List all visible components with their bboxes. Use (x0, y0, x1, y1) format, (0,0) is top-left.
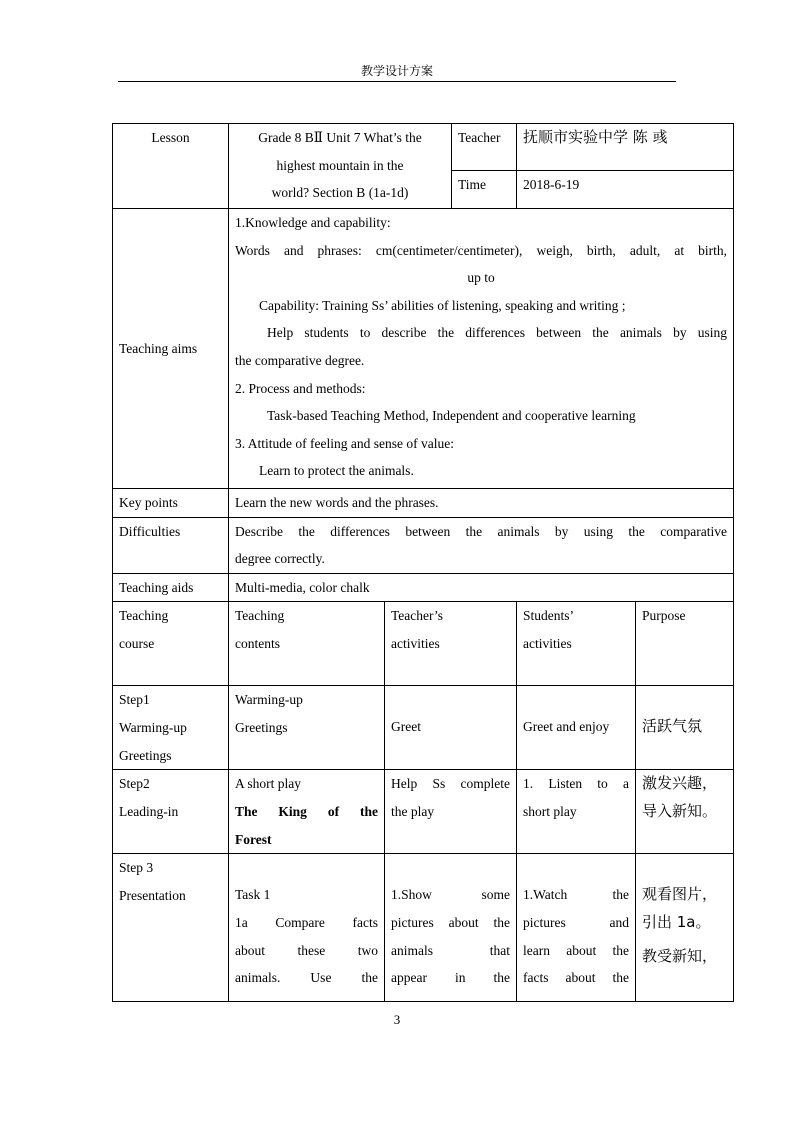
difficulties-label: Difficulties (119, 523, 181, 539)
step3-contents-cell (229, 854, 385, 1002)
purpose-text: 活跃气氛 (642, 717, 703, 736)
header-text: Purpose (642, 608, 686, 624)
teacher-label: Teacher (458, 130, 501, 145)
key-points-value-cell (229, 489, 734, 518)
teaching-aids-value-cell (229, 573, 734, 602)
header-text: Teaching (235, 608, 285, 624)
spacer (391, 854, 510, 881)
step1-students-cell (517, 686, 636, 770)
page-number: 3 (393, 1012, 401, 1027)
lesson-title-line: world? Section B (1a-1d) (271, 185, 409, 201)
aims-line: up to (467, 270, 495, 286)
spacer (391, 686, 510, 713)
students-text: pictures and (523, 914, 629, 930)
course-header-step (113, 602, 229, 686)
aims-line: Learn to protect the animals. (259, 463, 414, 479)
course-header-students (517, 602, 636, 686)
teacher-text: Help Ss complete (391, 776, 510, 792)
play-title: Forest (235, 831, 272, 847)
aims-line: 2. Process and methods: (235, 380, 366, 396)
teaching-aims-label: Teaching aims (119, 340, 198, 356)
step3-teacher-cell (385, 854, 517, 1002)
play-title: The King of the (235, 803, 378, 819)
spacer (642, 854, 727, 881)
contents-text: Task 1 (235, 887, 271, 903)
purpose-text: 教受新知， (642, 946, 718, 965)
header-text: course (119, 635, 155, 651)
header-text: activities (523, 635, 572, 651)
step1-teacher-cell (385, 686, 517, 770)
spacer (523, 854, 629, 881)
course-header-contents (229, 602, 385, 686)
contents-text: animals. Use the (235, 970, 378, 986)
contents-text: Warming-up (235, 692, 303, 708)
step-text: Presentation (119, 887, 186, 903)
lesson-label-cell (113, 124, 229, 209)
header-text: contents (235, 635, 280, 651)
purpose-text: 激发兴趣， (642, 774, 718, 793)
course-header-purpose (636, 602, 734, 686)
step1-purpose-cell (636, 686, 734, 770)
contents-text: Greetings (235, 719, 288, 735)
step2-contents-cell (229, 770, 385, 854)
lesson-plan-table (112, 123, 734, 1002)
header-text: Teacher’s (391, 608, 444, 624)
spacer (642, 686, 727, 713)
step2-label-cell (113, 770, 229, 854)
key-points-label-cell (113, 489, 229, 518)
page-header-title: 教学设计方案 (360, 64, 433, 78)
step-text: Step 3 (119, 860, 154, 876)
contents-text: 1a Compare facts (235, 914, 378, 930)
header-text: Students’ (523, 608, 575, 624)
spacer (235, 854, 378, 881)
step1-label-cell (113, 686, 229, 770)
contents-text: A short play (235, 776, 301, 792)
students-text: 1.Watch the (523, 887, 629, 903)
students-text: facts about the (523, 970, 629, 986)
step-text: Step1 (119, 692, 150, 708)
step1-contents-cell (229, 686, 385, 770)
key-points-value: Learn the new words and the phrases. (235, 495, 439, 510)
teacher-value-cell (517, 124, 734, 171)
lesson-title-line: Grade 8 BⅡ Unit 7 What’s the (258, 130, 422, 145)
aims-line: 3. Attitude of feeling and sense of value: (235, 435, 454, 451)
teaching-aids-label: Teaching aids (119, 579, 194, 595)
teaching-aids-value: Multi-media, color chalk (235, 579, 370, 595)
teacher-value: 抚顺市实验中学 陈 彧 (523, 128, 668, 146)
step3-purpose-cell (636, 854, 734, 1002)
teaching-aids-label-cell (113, 573, 229, 602)
header-text: activities (391, 635, 440, 651)
aims-line: Task-based Teaching Method, Independent and cooperative learning (267, 408, 636, 424)
lesson-label: Lesson (151, 130, 190, 145)
time-label-cell (452, 171, 517, 209)
step-text: Greetings (119, 747, 172, 763)
step-text: Step2 (119, 776, 150, 792)
teacher-text: pictures about the (391, 914, 510, 930)
step-text: Leading-in (119, 803, 179, 819)
teacher-text: the play (391, 803, 435, 819)
lesson-title-cell (229, 124, 452, 209)
contents-text: about these two (235, 942, 378, 958)
students-text: 1. Listen to a (523, 776, 629, 792)
aims-line: Capability: Training Ss’ abilities of listening, speaking and writing ; (259, 297, 626, 313)
step2-purpose-cell (636, 770, 734, 854)
difficulties-line: degree correctly. (235, 551, 325, 567)
header-text: Teaching (119, 608, 169, 624)
time-value: 2018-6-19 (523, 177, 580, 192)
lesson-title-line: highest mountain in the (276, 157, 404, 173)
course-header-teacher (385, 602, 517, 686)
difficulties-label-cell (113, 517, 229, 573)
step3-label-cell (113, 854, 229, 1002)
purpose-text: 引出 1a。 (642, 912, 711, 931)
purpose-text: 观看图片， (642, 885, 718, 904)
teacher-text: 1.Show some (391, 887, 510, 903)
teacher-text: animals that (391, 942, 510, 958)
aims-line: Help students to describe the differences between the animals by using (267, 325, 728, 341)
time-value-cell (517, 171, 734, 209)
teacher-text: appear in the (391, 970, 510, 986)
spacer (523, 686, 629, 713)
key-points-label: Key points (119, 495, 178, 510)
step-text: Warming-up (119, 719, 187, 735)
aims-line: Words and phrases: cm(centimeter/centimeter), weigh, birth, adult, at birth, (235, 242, 728, 258)
students-text: learn about the (523, 942, 629, 958)
step2-students-cell (517, 770, 636, 854)
purpose-text: 导入新知。 (642, 801, 718, 820)
students-text: Greet and enjoy (523, 719, 610, 735)
teacher-text: Greet (391, 719, 421, 735)
time-label: Time (458, 177, 487, 192)
step2-teacher-cell (385, 770, 517, 854)
teaching-aims-label-cell (113, 209, 229, 489)
step3-students-cell (517, 854, 636, 1002)
aims-line: the comparative degree. (235, 352, 365, 368)
difficulties-line: Describe the differences between the animals by using the comparative (235, 523, 728, 539)
difficulties-value-cell (229, 517, 734, 573)
students-text: short play (523, 803, 577, 819)
teaching-aims-content (229, 209, 734, 489)
header-divider (118, 81, 676, 82)
aims-line: 1.Knowledge and capability: (235, 215, 391, 230)
teacher-label-cell (452, 124, 517, 171)
